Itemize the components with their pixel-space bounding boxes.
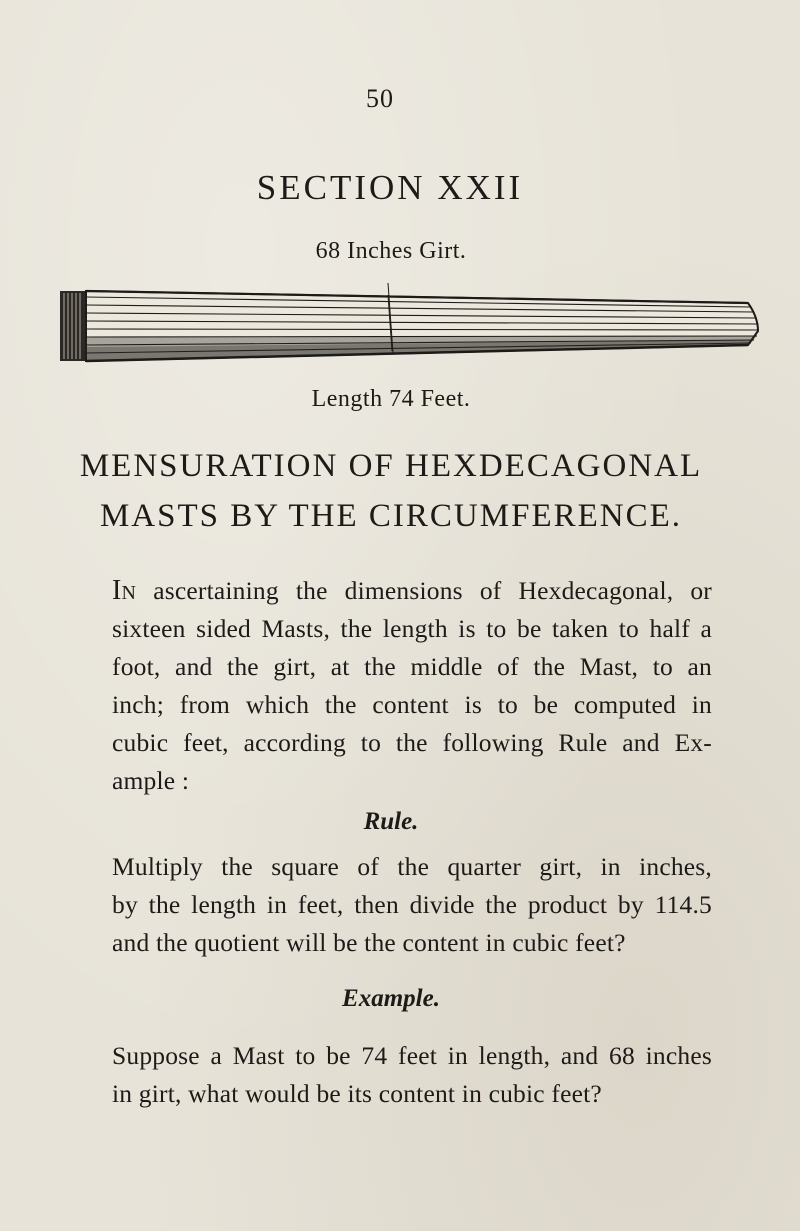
intro-line-1-text: ascertaining the dimensions of Hexdecagonal, or [136,576,712,605]
rule-line: and the quotient will be the content in cubic feet? [112,928,626,957]
example-paragraph [112,1037,712,1113]
intro-line: cubic feet, according to the following Rule and Ex- [112,728,712,757]
example-heading: Example. [342,985,440,1012]
intro-line: foot, and the girt, at the middle of the Mast, to an [112,652,712,681]
intro-line: sixteen sided Masts, the length is to be taken to half a [112,614,712,643]
section-title: SECTION XXII [256,168,524,207]
intro-line: inch; from which the content is to be computed in [112,690,712,719]
rule-paragraph [112,848,712,962]
example-line: Suppose a Mast to be 74 feet in length, and 68 inches [112,1041,712,1070]
example-line: in girt, what would be its content in cubic feet? [112,1079,602,1108]
rule-line: by the length in feet, then divide the product by 114.5 [112,890,712,919]
heading-line-2: MASTS BY THE CIRCUMFERENCE. [99,498,683,534]
intro-line [112,572,712,610]
mast-illustration-icon [58,283,762,365]
rule-line: Multiply the square of the quarter girt, in inches, [112,852,712,881]
length-caption: Length 74 Feet. [311,386,471,412]
drop-cap: In [112,575,137,606]
page-number: 50 [366,84,394,113]
intro-paragraph [112,572,712,800]
intro-line: ample : [112,766,190,795]
heading-line-1: MENSURATION OF HEXDECAGONAL [79,448,703,484]
rule-heading: Rule. [363,808,419,835]
girt-caption: 68 Inches Girt. [315,238,467,264]
